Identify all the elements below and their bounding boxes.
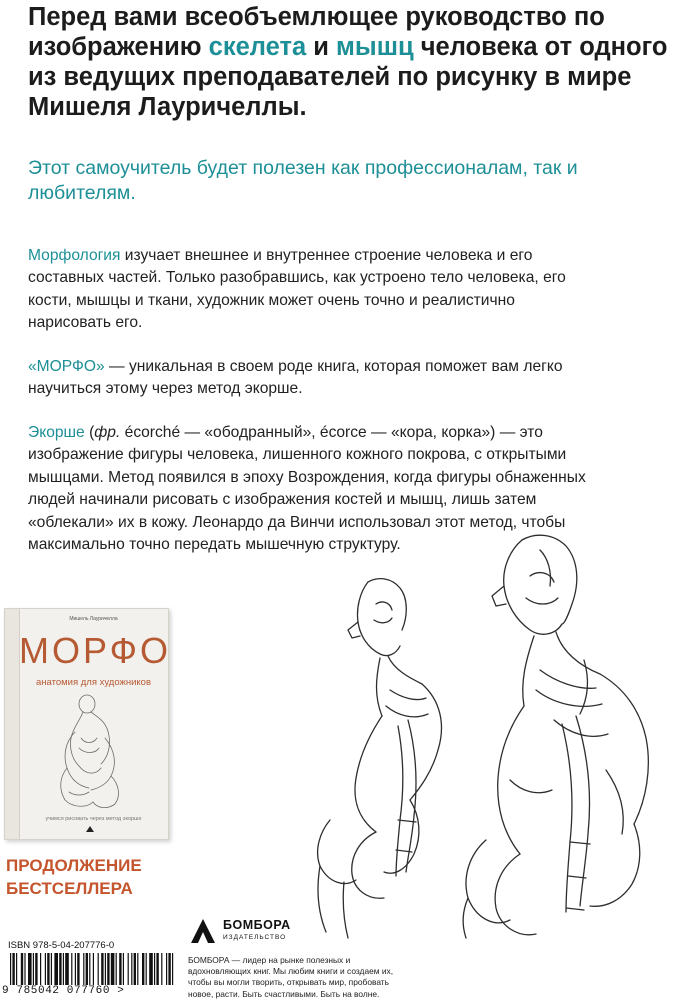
barcode-bar	[172, 953, 173, 985]
barcode-bar	[10, 953, 11, 985]
barcode-bar	[146, 953, 147, 985]
barcode-bar	[33, 953, 34, 985]
barcode-bar	[111, 953, 115, 985]
book-cover-figure-sketch	[49, 692, 129, 812]
barcode-bar	[28, 953, 32, 985]
publisher-subtitle: ИЗДАТЕЛЬСТВО	[223, 934, 287, 941]
barcode-bar	[63, 953, 64, 985]
sequel-line-1: ПРОДОЛЖЕНИЕ	[6, 856, 142, 875]
paragraph-morphology-text: изучает внешнее и внутреннее строение человека и его составных частей. Только разобравшись, как устроено тело человека, его кости, мышцы и ткани, художник может очень точно и реалистично нарисовать его.	[28, 247, 566, 332]
barcode-bar	[40, 953, 41, 985]
paragraph-morphology	[28, 245, 588, 335]
barcode-bar	[123, 953, 124, 985]
headline-word-skeleton: скелета	[208, 33, 307, 61]
barcode-bar	[161, 953, 162, 985]
book-cover-footer: учимся рисовать через метод экорше	[45, 816, 142, 822]
barcode-bar	[101, 953, 103, 985]
book-cover-title: МОРФО	[19, 630, 171, 671]
barcode-bar	[35, 953, 37, 985]
barcode-bar	[105, 953, 106, 985]
paragraph-ecorche-abbr: фр.	[94, 424, 121, 441]
barcode-bar	[75, 953, 76, 985]
barcode-bar	[83, 953, 84, 985]
bestseller-sequel-label	[6, 854, 142, 900]
book-cover-image	[4, 608, 169, 840]
bombora-mini-logo-icon	[85, 825, 95, 833]
barcode-bar	[89, 953, 90, 985]
barcode-bar	[116, 953, 117, 985]
headline-part2: человека от одного из ведущих преподавателей по рисунку в мире Мишеля Лауричеллы.	[28, 33, 668, 121]
publisher-name: БОМБОРА	[223, 918, 291, 932]
barcode-bar	[168, 953, 170, 985]
tagline: Этот самоучитель будет полезен как профессионалам, так и любителям.	[28, 157, 578, 204]
headline-part1: Перед вами всеобъемлющее руководство по изображению	[28, 3, 605, 61]
paragraph-morpho-text: — уникальная в своем роде книга, которая поможет вам легко научиться этому через метод экорше.	[28, 358, 563, 398]
book-cover-subtitle: анатомия для художников	[35, 677, 152, 688]
barcode-bar	[137, 953, 138, 985]
barcode-bar	[149, 953, 153, 985]
publisher-description: БОМБОРА — лидер на рынке полезных и вдохновляющих книг. Мы любим книги и создаем их, чтобы вы могли творить, открывать мир, пробовать новое, расти. Быть счастливыми. Быть на волне.	[188, 955, 394, 999]
barcode	[8, 953, 178, 985]
barcode-bar	[59, 953, 61, 985]
barcode-bar	[107, 953, 109, 985]
headline-word-muscles: мышц	[336, 33, 414, 61]
barcode-bar	[131, 953, 132, 985]
headline-and: и	[306, 33, 337, 61]
barcode-bar	[142, 953, 144, 985]
barcode-bar	[128, 953, 129, 985]
headline	[28, 2, 678, 122]
barcode-bar	[24, 953, 25, 985]
barcode-bar	[86, 953, 88, 985]
term-morphology: Морфология	[28, 247, 121, 264]
barcode-bar	[156, 953, 158, 985]
barcode-bar	[134, 953, 136, 985]
term-morpho: «МОРФО»	[28, 358, 105, 375]
barcode-digits: 9 785042 077760 >	[2, 985, 125, 997]
paragraph-morpho-book	[28, 356, 588, 401]
barcode-bar	[98, 953, 99, 985]
paragraph-ecorche-text: écorché — «ободранный», écorce — «кора, корка») — это изображение фигуры человека, лишенного кожного покрова, с открытыми мышцами. Метод появился в эпоху Возрождения, когда фигуры обнаженных людей начинали рисовать с изображения костей и мышц, лишь затем «облекали» их в кожу. Леонардо да Винчи использовал этот метод, чтобы максимально точно передать мышечную структуру.	[28, 424, 586, 554]
isbn-number: ISBN 978-5-04-207776-0	[8, 940, 115, 951]
barcode-bar	[12, 953, 14, 985]
barcode-bar	[51, 953, 52, 985]
sequel-line-2: БЕСТСЕЛЛЕРА	[6, 879, 133, 898]
book-spine	[5, 609, 20, 839]
barcode-bar	[119, 953, 121, 985]
barcode-bar	[93, 953, 94, 985]
barcode-bar	[77, 953, 79, 985]
barcode-bar	[47, 953, 49, 985]
barcode-bar	[166, 953, 167, 985]
ecorche-figure-sketch	[290, 520, 687, 940]
barcode-bar	[71, 953, 72, 985]
bombora-logo-icon	[188, 916, 218, 946]
barcode-bar	[54, 953, 58, 985]
barcode-bar	[45, 953, 46, 985]
book-cover-author: Мишель Лауричелла	[69, 616, 118, 622]
barcode-bar	[65, 953, 69, 985]
term-ecorche: Экорше	[28, 424, 85, 441]
barcode-bar	[21, 953, 23, 985]
barcode-bar	[16, 953, 17, 985]
paragraph-ecorche-open: (	[84, 424, 95, 441]
barcode-bar	[154, 953, 155, 985]
